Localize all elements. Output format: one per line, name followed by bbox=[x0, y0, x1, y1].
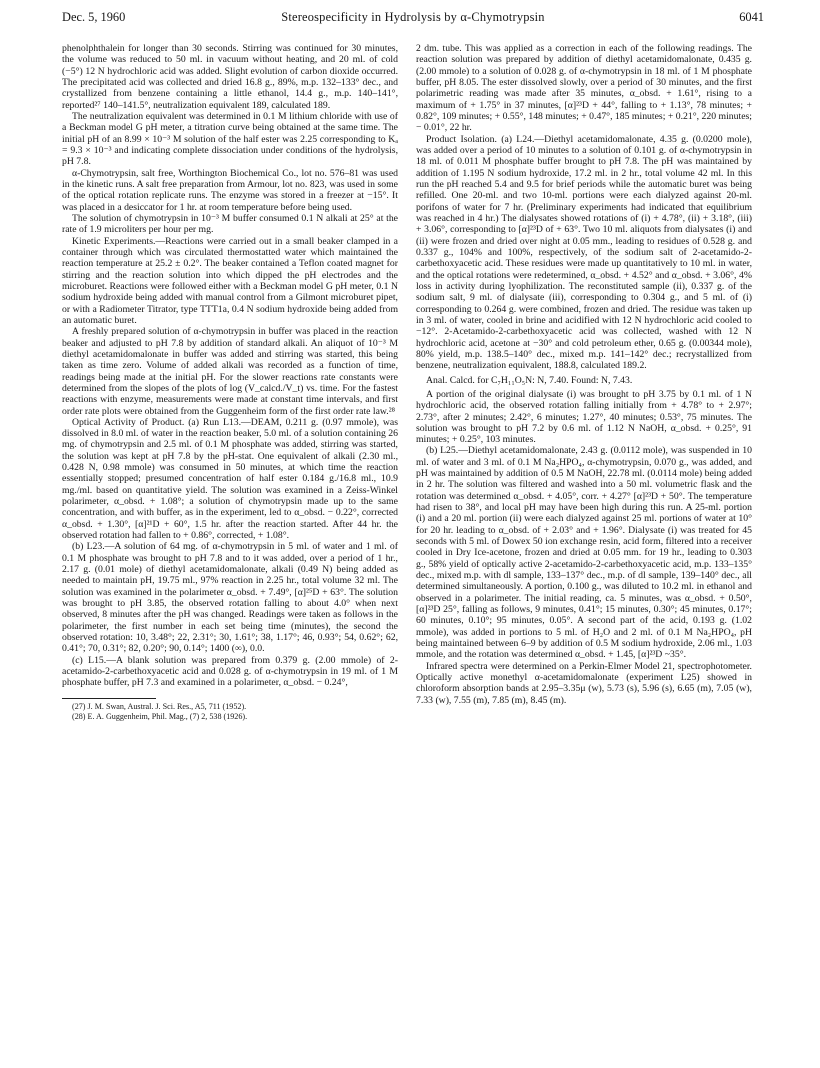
paragraph: 2 dm. tube. This was applied as a correction in each of the following readings. The reaction solution was prepared by addition of diethyl acetamidomalonate, 0.435 g. (2.00 mmole) to a solution of 0.028 g. of α-chymotrypsin in 18 ml. of 1 M phosphate buffer, pH 8.05. The ester dissolved slowly, over a period of 30 minutes, and the first polarimetric reading was made after 35 minutes, α_obsd. + 1.61°, rising to a maximum of + 1.75° in 37 minutes, [α]²³D + 44°, falling to + 1.13°, 78 minutes; + 0.82°, 109 minutes; + 0.55°, 148 minutes; + 0.47°, 185 minutes; + 0.21°, 220 minutes; − 0.01°, 22 hr. bbox=[416, 43, 752, 134]
page-number: 6041 bbox=[739, 10, 764, 24]
paragraph: The solution of chymotrypsin in 10⁻³ M buffer consumed 0.1 N alkali at 25° at the rate of 1.9 microliters per hour per mg. bbox=[62, 212, 398, 236]
paragraph: Infrared spectra were determined on a Perkin-Elmer Model 21, spectrophotometer. Optically active monethyl α-acetamidomalonate (experiment L25) showed in chloroform absorption bands at 2.95–3.35μ (w), 5.73 (s), 5.96 (s), 6.65 (m), 7.05 (w), 7.33 (w), 7.55 (m), 7.85 (m), 8.45 (m). bbox=[416, 660, 752, 706]
paragraph: The neutralization equivalent was determined in 0.1 M lithium chloride with use of a Beckman model G pH meter, a titration curve being obtained at the same time. The initial pH of an 8.99 × 10⁻³ M solution of the half ester was 2.25 corresponding to Kₐ = 9.3 × 10⁻³ and indicating complete dissociation under conditions of the hydrolysis, pH 7.8. bbox=[62, 110, 398, 168]
section-product-isolation: Product Isolation. (a) L24.—Diethyl acetamidomalonate, 4.35 g. (0.0200 mole), was added over a period of 10 minutes to a solution of 0.101 g. of α-chymotrypsin in 18 ml. of 0.011 M phosphate buffer brought to pH 7.8. The pH was maintained by addition of 1.195 N sodium hydroxide, 17.2 ml. in 2 hr., total volume 42 ml. In this run the pH reached 5.4 and 9.5 for brief periods while the automatic buret was being refilled. One 20-ml. and two 10-ml. portions were each dialyzed against 20-ml. porifons of water for 7 hr. (Preliminary experiments had indicated that equilibrium was reached in 4 hr.) The dialysates showed rotations of (i) + 4.78°, (ii) + 3.18°, (iii) + 3.06°, corresponding to [α]²³D of + 63°. Two 10 ml. aliquots from dialysates (i) and (ii) were frozen and dried over night at 0.05 mm., leading to residues of 0.528 g. and 0.337 g., 104% and 100%, respectively, of the sodium salt of 2-acetamido-2-carbethoxyacetic acid. These residues were made up quantitatively to 10 ml. in water, and the optical rotations were redetermined, α_obsd. + 4.52° and α_obsd. + 3.06°, 4% loss in activity during lyophilization. The reconstituted sample (ii), 0.337 g. of the sodium salt, 9 ml. of dialysate (iii), corresponding to 0.304 g., and 5 ml. of (i) corresponding to 0.264 g. were combined, frozen and dried. The residue was taken up in 3 ml. of water, cooled in brine and acidified with 12 N hydrochloric acid cooled to −12°. 2-Acetamido-2-carbethoxyacetic acid was collected, washed with 12 N hydrochloric acid, acetone at −30° and cold petroleum ether, 0.65 g. (0.00344 mole), 80% yield, m.p. 138.5–140° dec., mixed m.p. 141–142° dec.; recrystallized from benzene, neutralization equivalent, 188.8, calculated 189.2. bbox=[416, 133, 752, 372]
right-column bbox=[416, 43, 752, 706]
section-kinetic-experiments: Kinetic Experiments.—Reactions were carried out in a small beaker clamped in a container through which was circulated thermostatted water which maintained the reaction temperature at 25.2 ± 0.2°. The beaker contained a Teflon coated magnet for stirring and the reaction solution into which dipped the pH electrodes and the microburet. Reactions were followed either with a Beckman model G pH meter, 0.1 N sodium hydroxide being added with manual control from a Gilmont microburet pipet, or with a Radiometer Titrator, type TTT1a, 0.4 N sodium hydroxide being added from an automatic buret. bbox=[62, 235, 398, 326]
header-title: Stereospecificity in Hydrolysis by α-Chymotrypsin bbox=[281, 10, 545, 24]
paragraph: A portion of the original dialysate (i) was brought to pH 3.75 by 0.1 ml. of 1 N hydrochloric acid, the observed rotation falling initially from + 4.78° to + 2.97°; 2.73°, after 2 minutes; 2.42°, 6 minutes; 1.27°, 40 minutes; 0.53°, 75 minutes. The solution was brought to pH 7.2 by 0.6 ml. of 1.12 N NaOH, α_obsd. + 0.25°, 91 minutes; + 0.25°, 103 minutes. bbox=[416, 388, 752, 446]
paragraph: A freshly prepared solution of α-chymotrypsin in buffer was placed in the reaction beaker and adjusted to pH 7.8 by addition of standard alkali. An aliquot of 10⁻³ M diethyl acetamidomalonate in buffer was added and stirring was started, this being taken as time zero. Volume of added alkali was recorded as a function of time, readings being made at the initial pH. For the slower reactions rate constants were determined from the slopes of the plots of log (V_calcd./V_t) vs. time. For the fastest reactions with enzyme, measurements were made at constant time intervals, and first order rate plots were obtained from the Guggenheim form of the first order rate law.²⁸ bbox=[62, 326, 398, 417]
paragraph: (b) L23.—A solution of 64 mg. of α-chymotrypsin in 5 ml. of water and 1 ml. of 0.1 M phosphate was brought to pH 7.8 and to it was added, over a period of 1 hr., 2.17 g. (0.01 mole) of diethyl acetamidomalonate, alkali (0.49 N) being added as needed to maintain pH, 19.75 ml., 97% reaction in 2.25 hr., total volume 32 ml. The solution was examined in the polarimeter α_obsd. + 7.49°, [α]²⁵D + 63°. The solution was brought to pH 3.85, the observed rotation falling to about 4.0° when next observed, 8 minutes after the pH was changed. Readings were taken as follows in the polarimeter, the first number in each set being time (minutes), the second the observed rotation: 10, 3.48°; 22, 2.31°; 30, 1.61°; 38, 1.17°; 46, 0.93°; 54, 0.62°; 62, 0.41°; 70, 0.31°; 82, 0.20°; 90, 0.14°; 1400 (∞), 0.0. bbox=[62, 541, 398, 655]
section-optical-activity: Optical Activity of Product. (a) Run L13.—DEAM, 0.211 g. (0.97 mmole), was dissolved in 8.0 ml. of water in the reaction beaker, 5.0 ml. of a solution containing 26 mg. of chymotrypsin and 2.5 ml. of 0.1 M phosphate was added, stirring was started, the solution was kept at pH 7.8 by the pH-stat. One equivalent of alkali (2.30 ml., 0.428 N, 0.98 mmole) was consumed in 50 minutes, at which time the reaction essentially stopped; presumed concentration of half ester 0.184 g./16.8 ml., 10.9 mg./ml. based on quantitative yield. The solution was examined in a Zeiss-Winkel polarimeter, α_obsd. + 1.08°; a solution of chymotrypsin made up to the same concentration, and with buffer, as in the experiment, led to α_obsd. − 0.22°, corrected α_obsd. + 1.30°, [α]²¹D + 60°, 1.5 hr. after the reaction started. After 44 hr. the observed rotation had fallen to + 0.86°, corrected, + 1.08°. bbox=[62, 416, 398, 542]
paragraph: phenolphthalein for longer than 30 seconds. Stirring was continued for 30 minutes, the volume was reduced to 50 ml. in vacuum without heating, and 20 ml. of cold (−5°) 12 N hydrochloric acid was added. Slight evolution of carbon dioxide occurred. The precipitated acid was collected and dried 16.8 g., 89%, m.p. 132–133° dec., and crystallized from benzene containing a little ethanol, 14.4 g., m.p. 140–141°, reported²⁷ 140–141.5°, neutralization equivalent 189, calculated 189. bbox=[62, 43, 398, 111]
footnote-rule bbox=[62, 698, 156, 699]
footnote-28: (28) E. A. Guggenheim, Phil. Mag., (7) 2, 538 (1926). bbox=[72, 711, 248, 721]
left-column bbox=[62, 43, 398, 722]
elemental-analysis: Anal. Calcd. for C₇H₁₁O₅N: N, 7.40. Found: N, 7.43. bbox=[426, 374, 633, 386]
header-date: Dec. 5, 1960 bbox=[62, 10, 126, 24]
paragraph: (b) L25.—Diethyl acetamidomalonate, 2.43 g. (0.0112 mole), was suspended in 10 ml. of water and 3 ml. of 0.1 M Na₂HPO₄, α-chymotrypsin, 0.070 g., was added, and pH was maintained by addition of 0.5 M NaOH, 22.78 ml. (0.0114 mole) being added in 2 hr. The solution was filtered and washed into a 50 ml. volumetric flask and the rotation was determined α_obsd. + 4.05°, corr. + 4.27° [α]²³D + 50°. The temperature had risen to 38°, and local pH may have been high during this run. A 25-ml. portion (i) and a 20 ml. portion (ii) were each dialyzed against 25 ml. portions of water at 10° for 20 hr. leading to α_obsd. of + 2.03° and + 1.96°. Dialysate (i) was treated for 45 seconds with 5 ml. of Dowex 50 ion exchange resin, acid form, filtered into a receiver cooled in Dry Ice-acetone, frozen and dried at 0.05 mm. for 19 hr., leading to 0.303 g., 58% yield of optically active 2-acetamido-2-carbethoxyacetic acid, m.p. 133–135° dec., mixed m.p. with dl sample, 133–137° dec., m.p. of dl sample, 139–140° dec., all determined simultaneously. A portion, 0.100 g., was diluted to 10.2 ml. in ethanol and observed in a polarimeter. The initial reading, ca. 5 minutes, was α_obsd. + 0.50°, [α]²³D 25°, falling as follows, 9 minutes, 0.41°; 15 minutes, 0.30°; 45 minutes, 0.17°; 60 minutes, 0.10°; 95 minutes, 0.05°. A second part of the acid, 0.193 g. (1.02 mmole), was added in portions to 5 ml. of H₂O and 2 ml. of 0.1 M Na₂HPO₄, pH being maintained between 6–9 by addition of 0.5 M sodium hydroxide, 2.06 ml., 1.03 mmole, and the rotation was determined α_obsd. + 1.45, [α]²³D ~35°. bbox=[416, 445, 752, 661]
footnote-27: (27) J. M. Swan, Austral. J. Sci. Res., A5, 711 (1952). bbox=[72, 701, 247, 711]
running-header bbox=[62, 10, 764, 30]
paragraph: (c) L15.—A blank solution was prepared from 0.379 g. (2.00 mmole) of 2-acetamido-2-carbethoxyacetic acid and 0.028 g. of α-chymotrypsin in 19 ml. of 1 M phosphate buffer, pH 7.3 and examined in a polarimeter, α_obsd. − 0.24°, bbox=[62, 654, 398, 689]
paragraph: α-Chymotrypsin, salt free, Worthington Biochemical Co., lot no. 576–81 was used in the kinetic runs. A salt free preparation from Armour, lot no. 823, was used in some of the optical rotation replicate runs. The enzyme was stored in a freezer at −15°. It was placed in a desiccator for 1 hr. at room temperature before being used. bbox=[62, 167, 398, 213]
